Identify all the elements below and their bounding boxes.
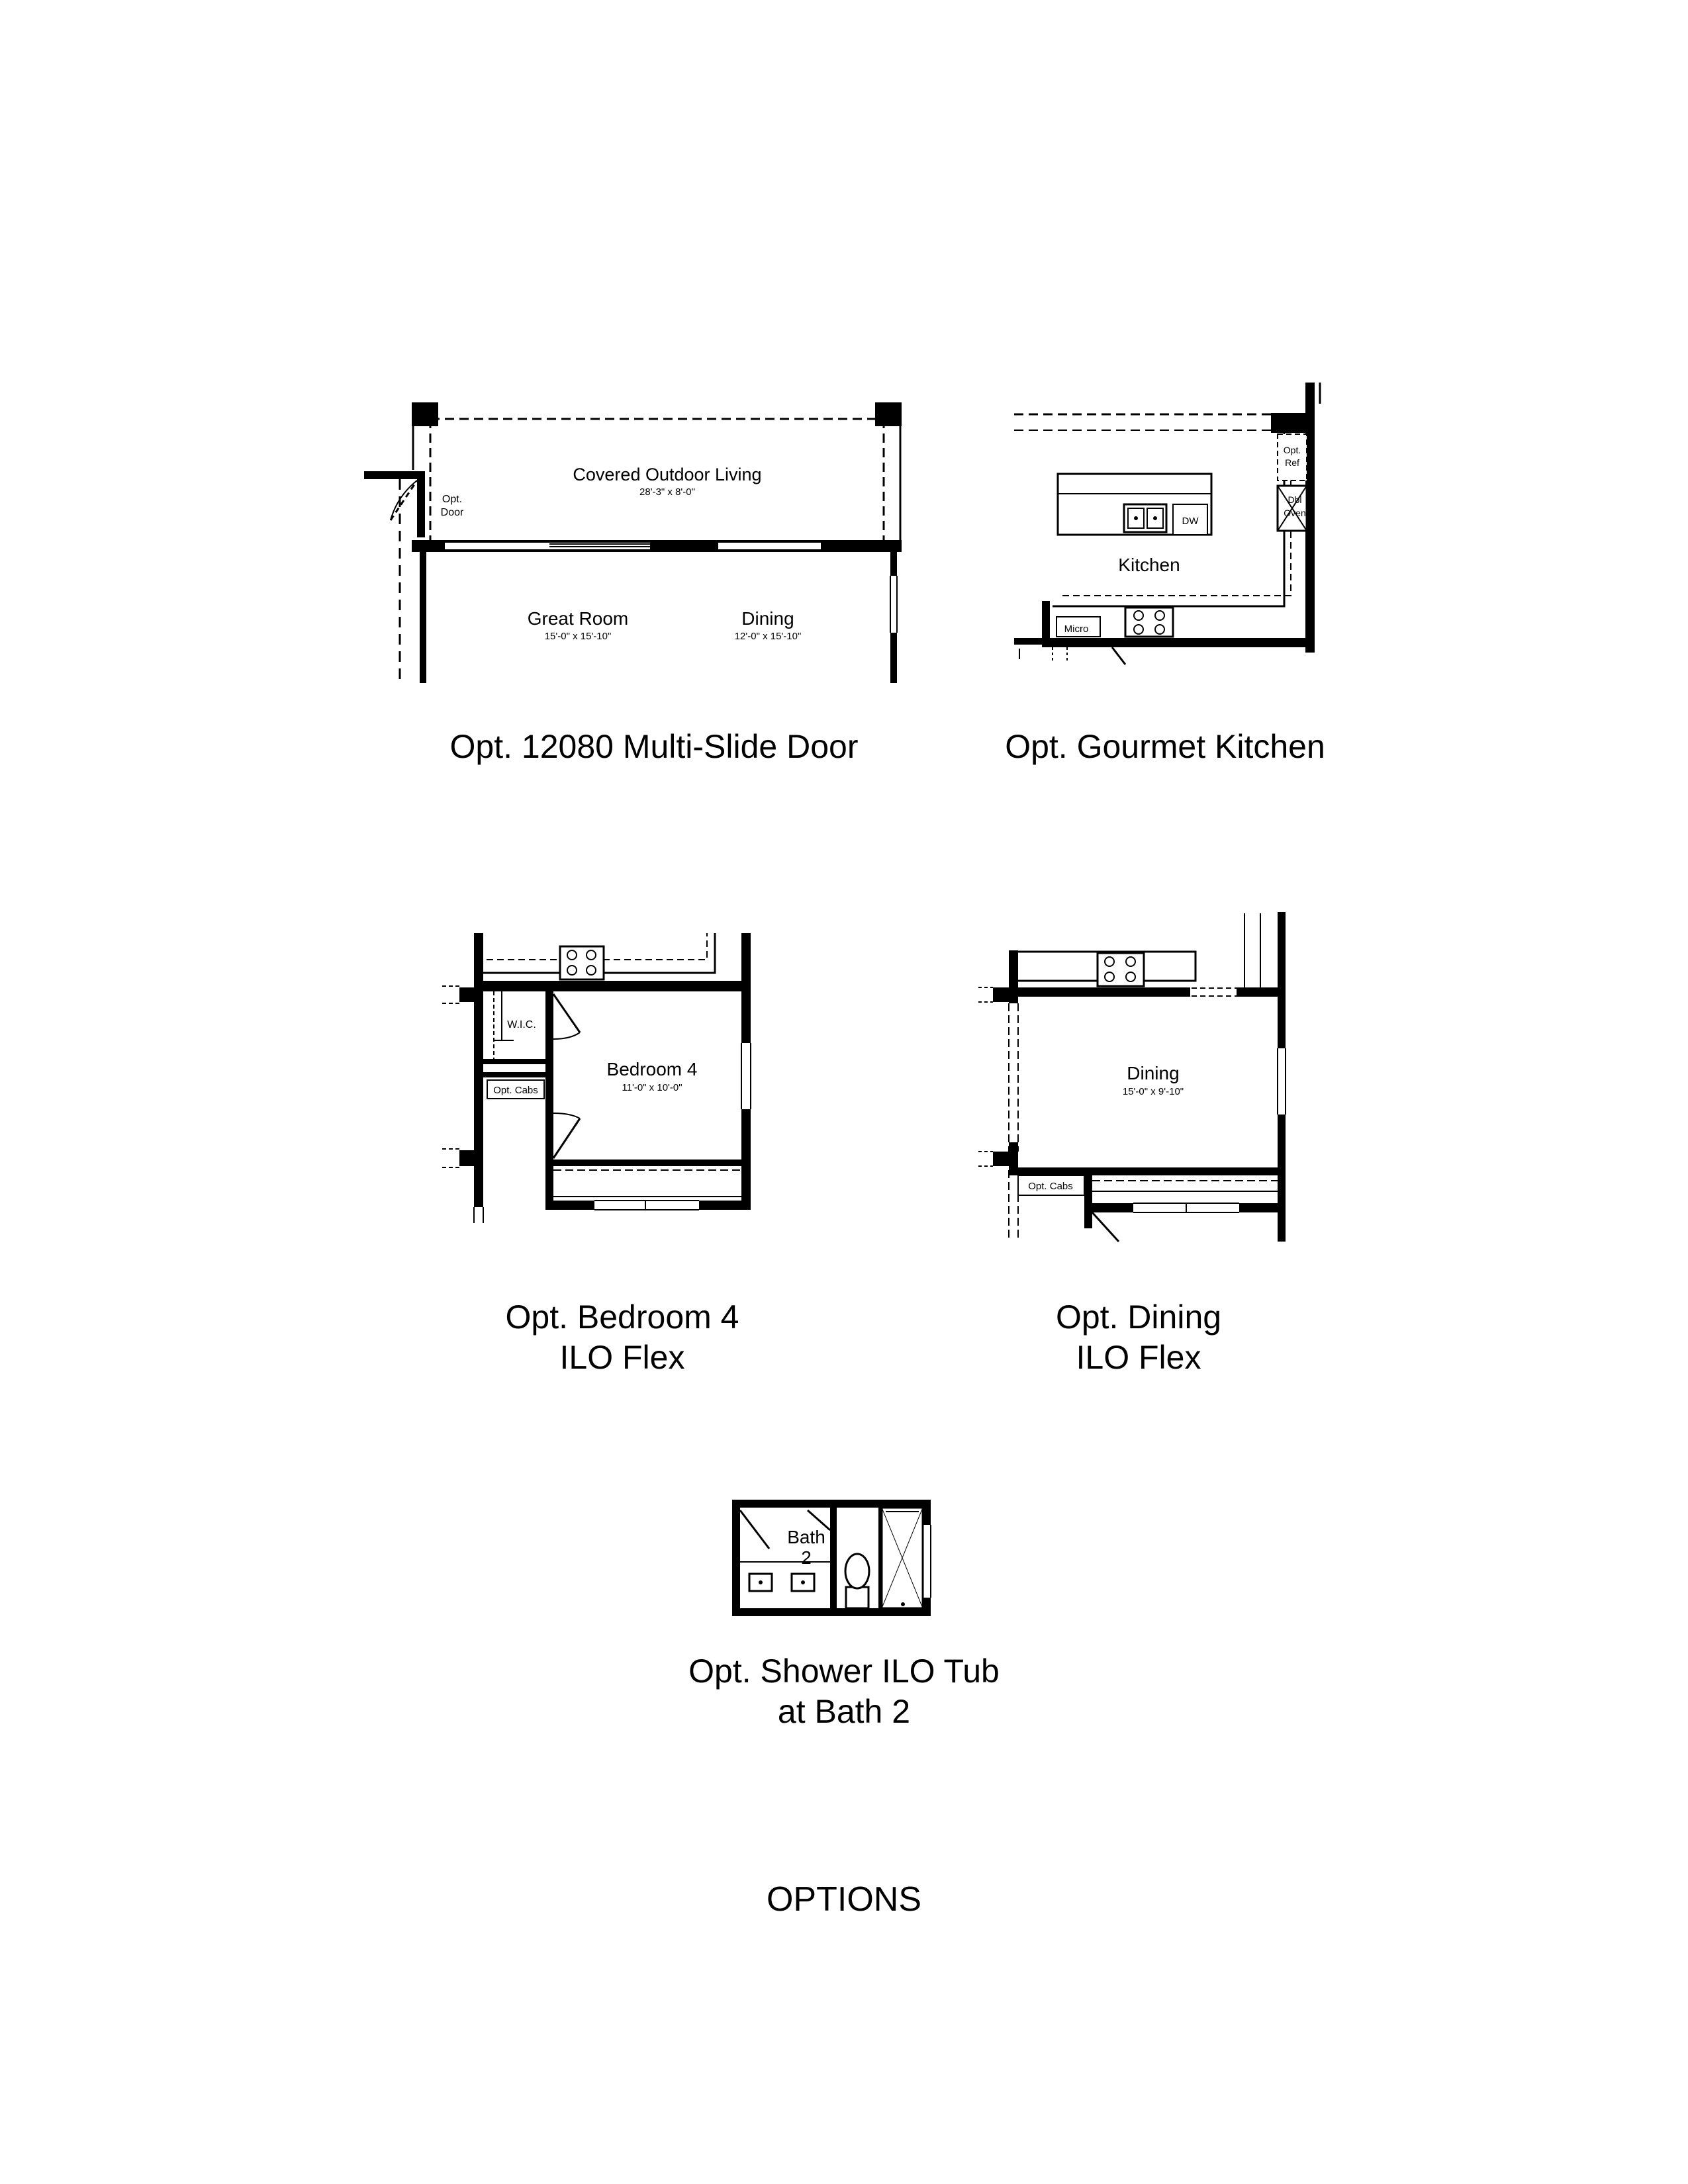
caption-bath2-line2: at Bath 2 bbox=[777, 1693, 911, 1730]
opt-door-label-1: Opt. bbox=[442, 494, 463, 505]
caption-multislide bbox=[429, 727, 879, 767]
gourmet-kitchen-plan bbox=[1014, 383, 1320, 664]
caption-bedroom4-line2: ILO Flex bbox=[559, 1339, 685, 1376]
opt-cabs-label: Opt. Cabs bbox=[493, 1085, 538, 1096]
caption-dining-line2: ILO Flex bbox=[1076, 1339, 1201, 1376]
opt-ref-label-2: Ref bbox=[1285, 457, 1299, 468]
dbl-oven-label-2: Oven bbox=[1284, 508, 1306, 518]
page-title: OPTIONS bbox=[766, 1880, 922, 1919]
dbl-oven-label-1: Dbl bbox=[1288, 494, 1302, 505]
bath2-plan bbox=[732, 1500, 931, 1616]
great-room-dims: 15'-0" x 15'-10" bbox=[544, 631, 612, 642]
bedroom4-dims: 11'-0" x 10'-0" bbox=[622, 1082, 682, 1093]
wic-label: W.I.C. bbox=[507, 1019, 536, 1030]
kitchen-label: Kitchen bbox=[1118, 555, 1180, 575]
dining-flex-plan bbox=[978, 912, 1286, 1242]
caption-gourmet bbox=[980, 727, 1350, 767]
dining-flex-label: Dining bbox=[1127, 1063, 1180, 1083]
opt-ref-label-1: Opt. bbox=[1283, 445, 1301, 455]
caption-bath2 bbox=[645, 1651, 1043, 1732]
caption-bath2-line1: Opt. Shower ILO Tub bbox=[688, 1653, 1000, 1690]
caption-multislide-text: Opt. 12080 Multi-Slide Door bbox=[449, 728, 859, 765]
caption-dining-line1: Opt. Dining bbox=[1055, 1298, 1222, 1336]
outdoor-living-dims: 28'-3" x 8'-0" bbox=[639, 486, 695, 498]
bedroom4-label: Bedroom 4 bbox=[606, 1059, 698, 1079]
bath2-label-1: Bath bbox=[787, 1527, 825, 1547]
bedroom4-plan bbox=[442, 933, 751, 1223]
caption-gourmet-text: Opt. Gourmet Kitchen bbox=[1005, 728, 1325, 765]
bath2-label-2: 2 bbox=[801, 1547, 812, 1568]
caption-bedroom4-line1: Opt. Bedroom 4 bbox=[505, 1298, 739, 1336]
dw-label: DW bbox=[1182, 516, 1199, 527]
opt-cabs-label: Opt. Cabs bbox=[1028, 1181, 1073, 1192]
micro-label: Micro bbox=[1064, 623, 1089, 635]
caption-bedroom4 bbox=[457, 1297, 788, 1378]
caption-dining bbox=[1006, 1297, 1271, 1378]
great-room-label: Great Room bbox=[527, 608, 629, 629]
opt-door-label-2: Door bbox=[440, 507, 464, 518]
dining-dims: 12'-0" x 15'-10" bbox=[734, 631, 802, 642]
multislide-door-plan bbox=[364, 402, 902, 683]
dining-label: Dining bbox=[741, 608, 794, 629]
dining-flex-dims: 15'-0" x 9'-10" bbox=[1122, 1086, 1184, 1097]
outdoor-living-label: Covered Outdoor Living bbox=[573, 465, 762, 484]
